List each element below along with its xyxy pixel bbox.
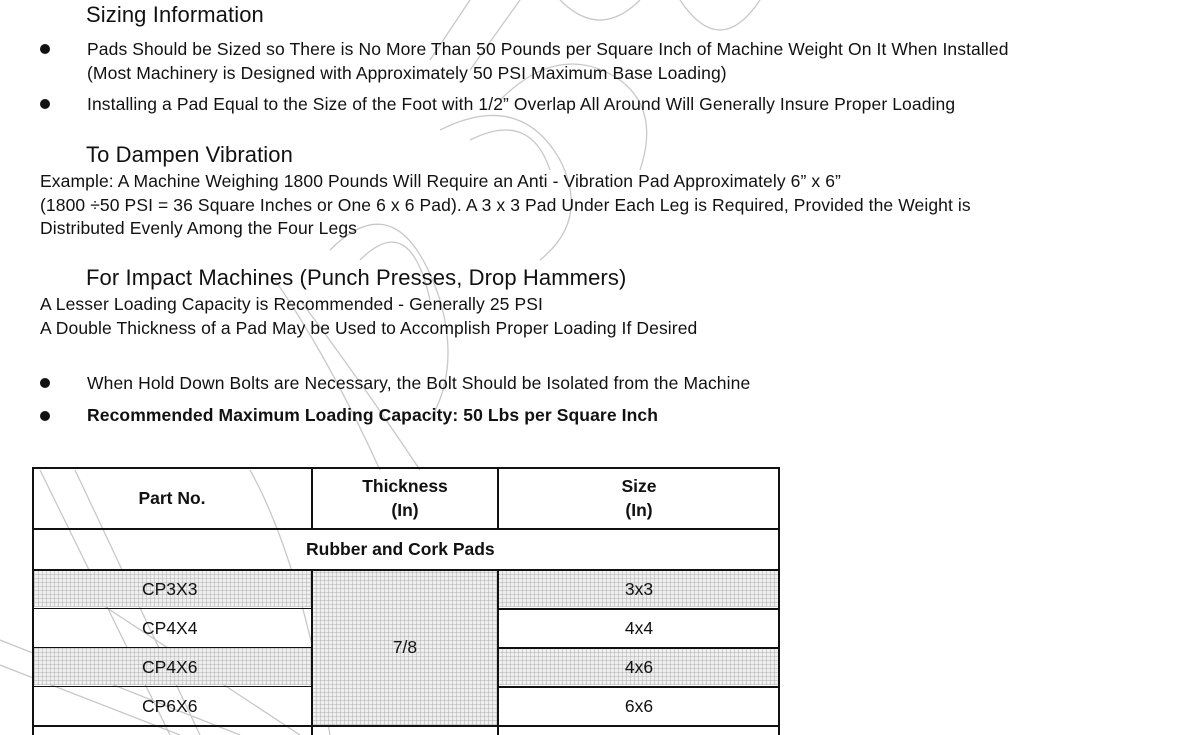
- sizing-bullet-2-line-1: Installing a Pad Equal to the Size of the Foot with 1/2” Overlap All Around Will Generally Insure Proper Loading: [87, 94, 956, 114]
- table-border: [32, 467, 34, 735]
- impact-bullet-2: Recommended Maximum Loading Capacity: 50 Lbs per Square Inch: [87, 405, 658, 425]
- header-size: [498, 467, 780, 529]
- table-border: [498, 608, 780, 610]
- bullet-icon: [40, 411, 50, 421]
- table-border: [497, 467, 499, 529]
- table-row-part: CP3X3: [142, 579, 198, 599]
- table-row-size: 6x6: [624, 696, 654, 716]
- table-border: [778, 467, 780, 735]
- impact-bullet-1: When Hold Down Bolts are Necessary, the Bolt Should be Isolated from the Machine: [87, 373, 751, 393]
- group-label: Rubber and Cork Pads: [306, 539, 495, 559]
- header-size-label: Size: [621, 476, 657, 496]
- table-border: [32, 647, 312, 648]
- dampen-line-3: Distributed Evenly Among the Four Legs: [40, 218, 358, 238]
- bullet-icon: [40, 44, 50, 54]
- table-border: [497, 570, 499, 735]
- bullet-icon: [40, 378, 50, 388]
- impact-line-1: A Lesser Loading Capacity is Recommended - Generally 25 PSI: [40, 294, 543, 314]
- table-row-part: CP4X4: [142, 618, 198, 638]
- table-row-part: CP4X6: [142, 657, 198, 677]
- impact-line-2: A Double Thickness of a Pad May be Used to Accomplish Proper Loading If Desired: [40, 318, 698, 338]
- impact-heading: For Impact Machines (Punch Presses, Drop Hammers): [86, 265, 627, 290]
- table-row-part: CP6X6: [142, 696, 198, 716]
- table-border: [498, 686, 780, 688]
- table-border: [32, 725, 780, 727]
- header-thickness-unit: (In): [391, 500, 419, 520]
- header-part-no-label: Part No.: [138, 488, 206, 508]
- table-border: [311, 570, 313, 735]
- dampen-line-2: (1800 ÷50 PSI = 36 Square Inches or One 6 x 6 Pad). A 3 x 3 Pad Under Each Leg is Required, Provided the Weight is: [40, 195, 971, 215]
- table-border: [498, 647, 780, 649]
- sizing-bullet-1-line-2: (Most Machinery is Designed with Approximately 50 PSI Maximum Base Loading): [87, 63, 727, 83]
- dampen-line-1: Example: A Machine Weighing 1800 Pounds Will Require an Anti - Vibration Pad Approximately 6” x 6”: [40, 171, 841, 191]
- table-border: [32, 528, 780, 530]
- header-thickness-label: Thickness: [362, 476, 448, 496]
- table-border: [32, 569, 780, 571]
- table-row-size: 4x4: [624, 618, 654, 638]
- header-part-no: [32, 467, 312, 529]
- table-border: [32, 467, 780, 469]
- sizing-bullet-1-line-1: Pads Should be Sized so There is No More Than 50 Pounds per Square Inch of Machine Weight On It When Installed: [87, 39, 1009, 59]
- bullet-icon: [40, 99, 50, 109]
- table-row-size: 3x3: [624, 579, 654, 599]
- table-row-size: 4x6: [624, 657, 654, 677]
- table-border: [32, 686, 312, 687]
- pad-size-table: [32, 467, 780, 735]
- table-border: [32, 608, 312, 609]
- table-border: [311, 467, 313, 529]
- header-size-unit: (In): [625, 500, 653, 520]
- header-thickness: [312, 467, 498, 529]
- dampen-heading: To Dampen Vibration: [86, 142, 293, 167]
- sizing-heading: Sizing Information: [86, 2, 264, 27]
- thickness-value: 7/8: [392, 636, 418, 657]
